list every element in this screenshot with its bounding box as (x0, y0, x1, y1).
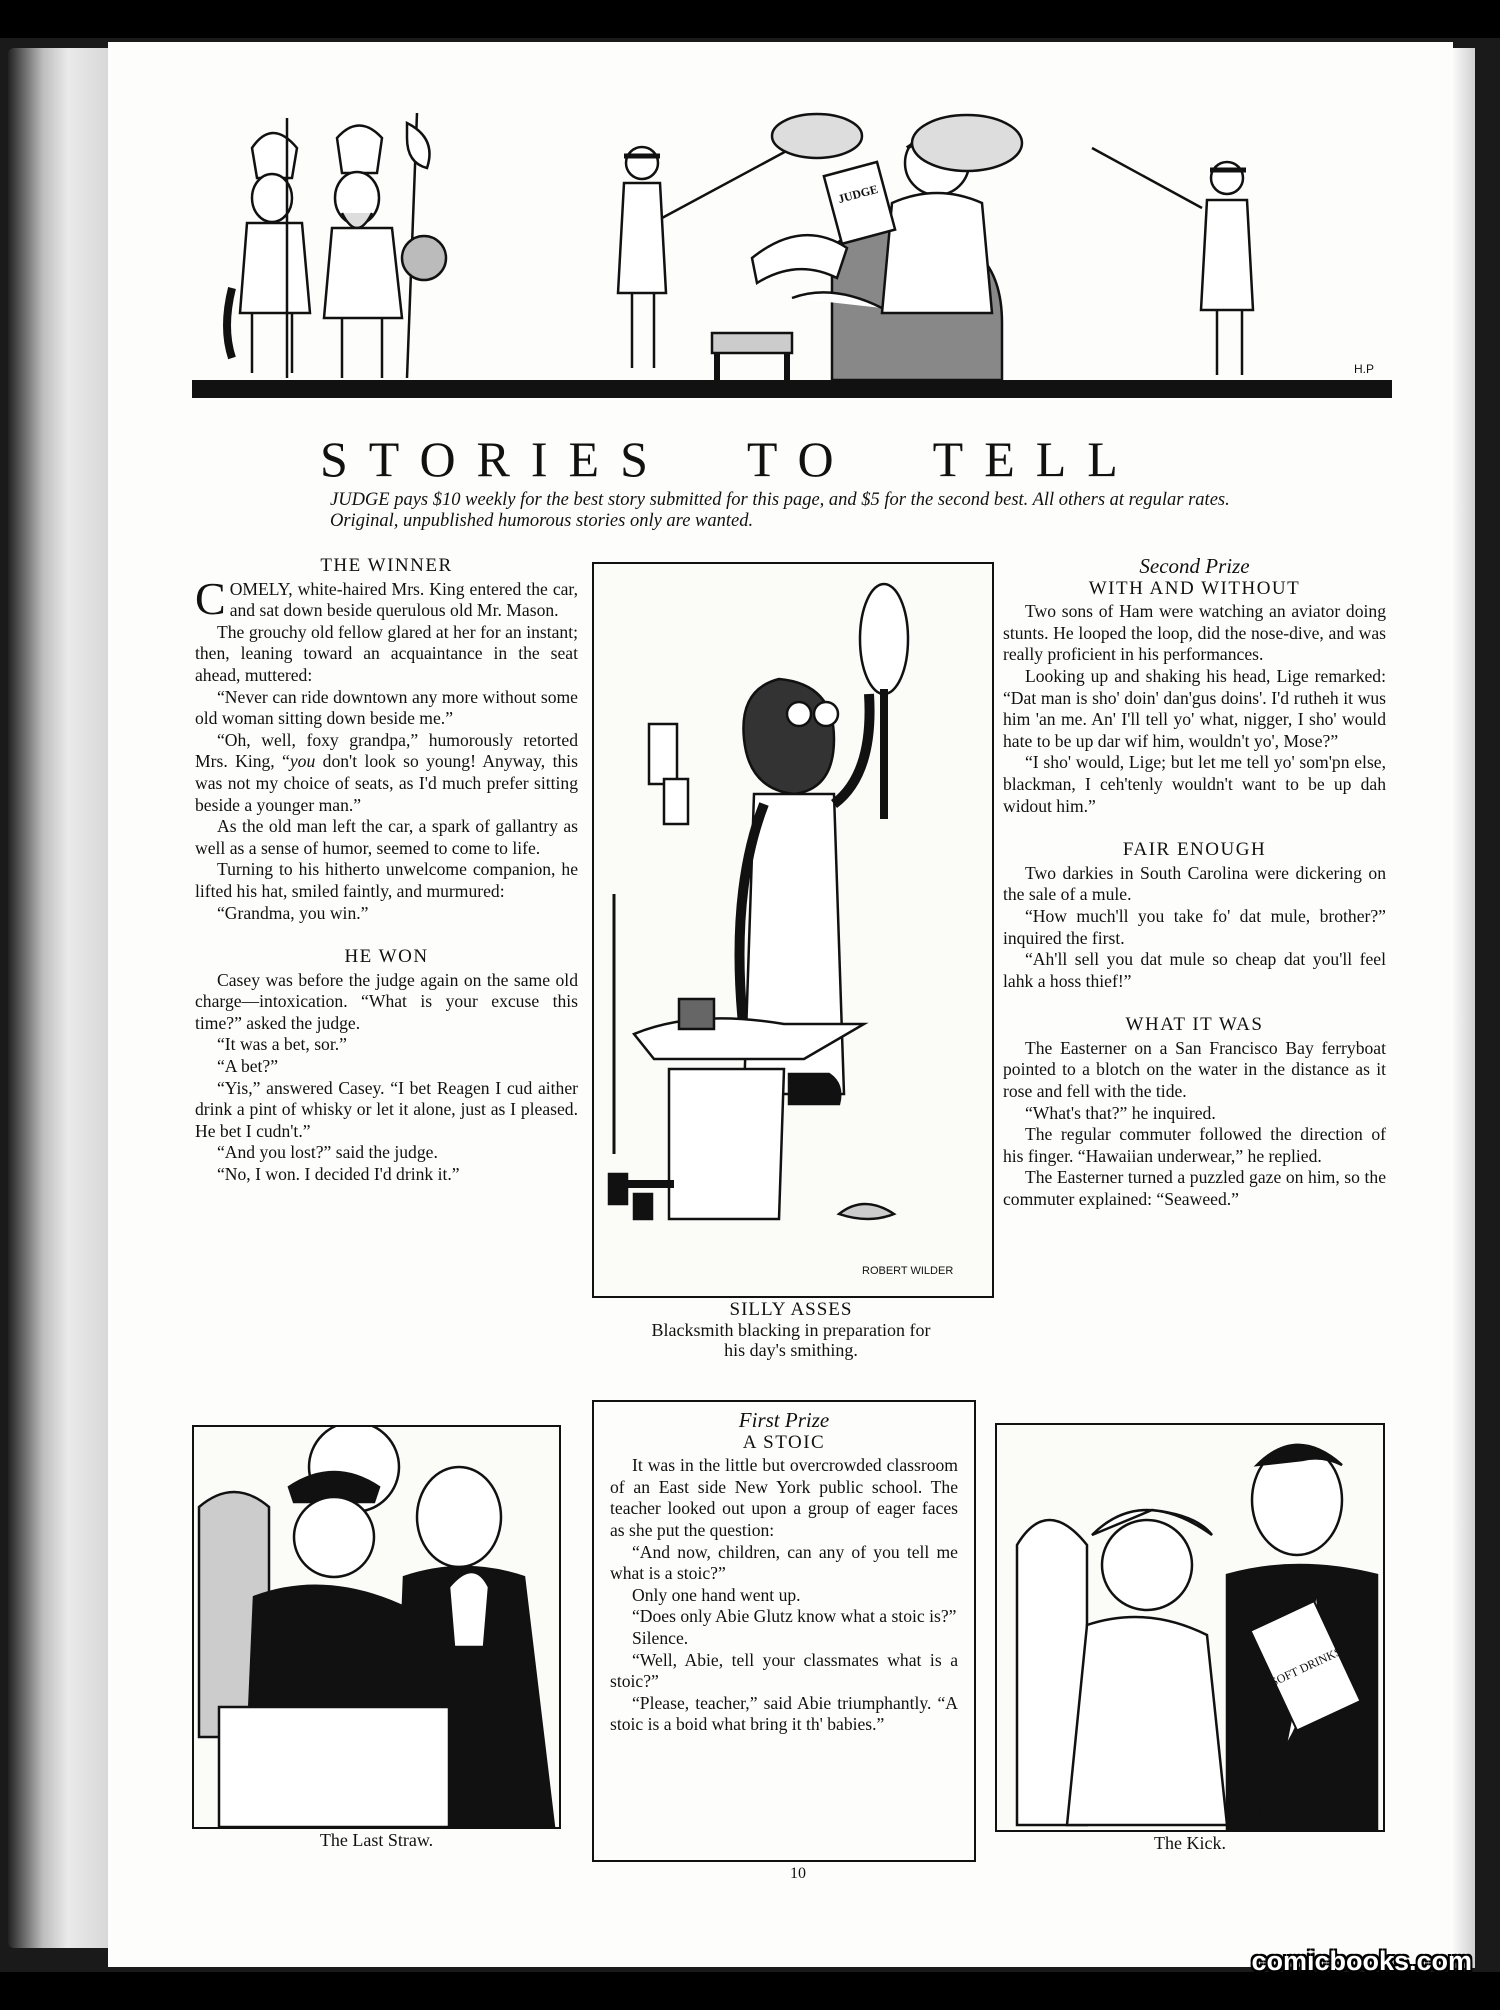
page-number: 10 (790, 1865, 806, 1882)
story-paragraph: “It was a bet, sor.” (217, 1034, 347, 1055)
story-paragraph: “And now, children, can any of you tell me what is a stoic?” (610, 1541, 958, 1584)
footstool (712, 333, 792, 381)
page-title (320, 430, 1270, 488)
story-paragraph: The grouchy old fellow glared at her for an instant; then, leaning toward an acquaintance in the seat ahead, muttered: (195, 621, 578, 685)
story-paragraph: “How much'll you take fo' dat mule, brother?” inquired the first. (1003, 905, 1386, 948)
story-paragraph: “Please, teacher,” said Abie triumphantly. “A stoic is a boid what bring it th' babies.” (610, 1692, 958, 1735)
story-title: THE WINNER (320, 555, 453, 576)
story-title: FAIR ENOUGH (1122, 839, 1267, 861)
story-title: WITH AND WITHOUT (1088, 577, 1301, 599)
story-paragraph: Two sons of Ham were watching an aviator doing stunts. He looped the loop, did the nose-dive, and was really proficient in his performances. (1003, 601, 1386, 665)
page-subtitle (330, 490, 1265, 532)
title-word: TO (746, 431, 855, 487)
story-paragraph: “A bet?” (217, 1056, 279, 1077)
story-paragraph: “Does only Abie Glutz know what a stoic is?” (632, 1606, 957, 1627)
story-paragraph: The Easterner turned a puzzled gaze on him, so the commuter explained: “Seaweed.” (1003, 1167, 1386, 1210)
story-paragraph: Turning to his hitherto unwelcome companion, he lifted his hat, smiled faintly, and murmured: (195, 859, 578, 901)
prize-label: First Prize (738, 1408, 830, 1432)
story-paragraph: “And you lost?” said the judge. (217, 1142, 438, 1163)
cartoon-signature: H.P. (1259, 1803, 1283, 1818)
caption-title: SILLY ASSES (729, 1299, 853, 1320)
story-paragraph: The Easterner on a San Francisco Bay ferryboat pointed to a blotch on the water in the distance as it rose and fell with the tide. (1003, 1037, 1386, 1102)
book-spine (8, 48, 108, 1948)
header-illustration (192, 108, 1392, 400)
first-prize-box (592, 1400, 976, 1862)
last-straw-caption: The Last Straw. (319, 1830, 434, 1850)
center-caption (585, 1300, 997, 1360)
story-paragraph: COMELY, white-haired Mrs. King entered the car, and sat down beside querulous old Mr. Mason. (195, 572, 578, 624)
last-straw-drawing (194, 1427, 559, 1827)
story-paragraph: It was in the little but overcrowded classroom of an East side New York public school. The teacher looked out upon a group of eager faces as she put the question: (610, 1455, 958, 1540)
prize-label: Second Prize (1139, 554, 1250, 578)
cartoon-signature: ROBERT WILDER (862, 1265, 954, 1277)
story-paragraph: Looking up and shaking his head, Lige remarked: “Dat man is sho' doin' dan'gus doins'. I'd rutheh it wus him 'an me. An' I'll tell yo' what, nigger, I sho' would hate to be up dar wif him, wouldn't yo', Mose?” (1003, 665, 1386, 751)
story-title: HE WON (344, 946, 429, 968)
story-paragraph: “No, I won. I decided I'd drink it.” (217, 1164, 460, 1185)
right-column (1003, 556, 1386, 1211)
story-paragraph: “What's that?” he inquired. (1025, 1102, 1216, 1123)
story-title: A STOIC (742, 1431, 826, 1453)
story-paragraph: “Ah'll sell you dat mule so cheap dat you'll feel lahk a hoss thief!” (1003, 949, 1386, 991)
left-column (195, 555, 578, 1186)
story-paragraph: As the old man left the car, a spark of gallantry as well as a sense of humor, seemed to come to life. (195, 816, 578, 858)
drop-cap: C (195, 572, 226, 624)
caption-line: Blacksmith blacking in preparation for (651, 1320, 931, 1340)
story-paragraph: “Grandma, you win.” (217, 902, 369, 923)
story-paragraph: Silence. (632, 1627, 689, 1648)
header-ground-bar (192, 380, 1392, 398)
menu-text: SOFT DRINKS (1268, 1644, 1344, 1690)
story-paragraph: The regular commuter followed the direction of his finger. “Hawaiian underwear,” he replied. (1003, 1124, 1386, 1166)
the-kick-cartoon (995, 1423, 1385, 1832)
first-prize-story (594, 1402, 974, 1736)
site-watermark: comicbooks.com (1251, 1946, 1472, 1976)
soldier-figures (227, 113, 446, 378)
story-title: WHAT IT WAS (1125, 1014, 1264, 1036)
throne-magazine-label: JUDGE (836, 181, 880, 206)
story-paragraph: Two darkies in South Carolina were dickering on the sale of a mule. (1003, 862, 1386, 905)
servant-figure-right (1092, 148, 1253, 375)
title-word: STORIES (320, 431, 669, 487)
blacksmith-drawing (594, 564, 992, 1296)
story-paragraph: Only one hand went up. (632, 1584, 801, 1605)
story-paragraph: “Oh, well, foxy grandpa,” humorously retorted Mrs. King, “you don't look so young! Anyway, this was not my choice of seats, as I'd much prefer sitting beside a younger man.” (195, 729, 578, 815)
the-kick-caption: The Kick. (1154, 1833, 1226, 1853)
story-paragraph: Casey was before the judge again on the same old charge—intoxication. “What is your excuse this time?” asked the judge. (195, 969, 578, 1033)
blacksmith-cartoon (592, 562, 994, 1298)
story-paragraph: “Yis,” answered Casey. “I bet Reagen I cud aither drink a pint of whisky or let it alone, just as I pleased. He bet I cudn't.” (195, 1077, 578, 1141)
subtitle-judge: JUDGE (330, 490, 390, 510)
story-paragraph: “I sho' would, Lige; but let me tell yo' som'pn else, blackman, I ceh'tenly wouldn't want to be up dah widout him.” (1003, 752, 1386, 816)
page-edge (1453, 48, 1475, 1968)
caption-line: his day's smithing. (724, 1340, 858, 1360)
title-word: TELL (932, 431, 1139, 487)
story-paragraph: “Well, Abie, tell your classmates what is a stoic?” (610, 1649, 958, 1692)
the-kick-drawing (997, 1425, 1383, 1830)
last-straw-cartoon (192, 1425, 561, 1829)
story-paragraph: “Never can ride downtown any more without some old woman sitting down beside me.” (195, 686, 578, 729)
subtitle-text: pays $10 weekly for the best story submitted for this page, and $5 for the second best. All others at regular rates. Original, unpublished humorous stories only are wanted. (330, 490, 1230, 531)
header-signature: H.P (1354, 362, 1375, 376)
